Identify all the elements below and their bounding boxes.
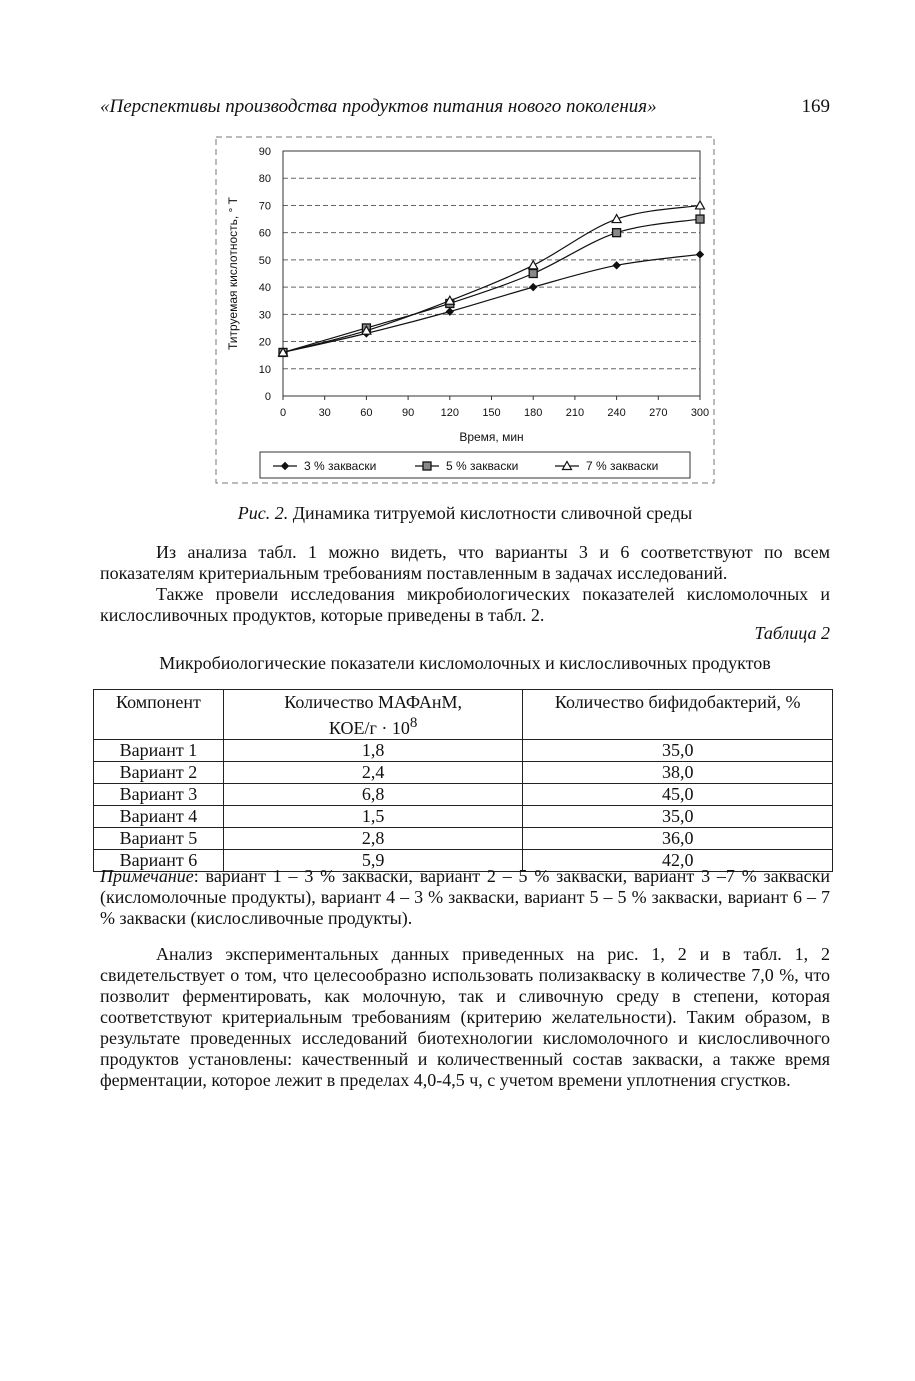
cell-mafanm: 5,9 <box>223 850 523 872</box>
figure-caption <box>100 503 830 524</box>
cell-mafanm: 1,8 <box>223 740 523 762</box>
y-tick-label: 20 <box>258 336 271 349</box>
paragraph-conclusion: Анализ экспериментальных данных приведенных на рис. 1, 2 и в табл. 1, 2 свидетельствует о том, что целесообразно использовать полизакваску в количестве 7,0 %, что позволит ферментировать, как молочную, так и сливочную среду в степени, которая соответствуют критериальным требованиям (критерию желательности). Таким образом, в результате проведенных исследований биотехнологии кисломолочного и кислосливочного продуктов установлены: качественный и количественный состав закваски, а также время ферментации, которое лежит в пределах 4,0-4,5 ч, с учетом времени уплотнения сгустков. <box>100 944 830 1090</box>
legend-marker-1 <box>282 463 289 470</box>
cell-bifido: 35,0 <box>523 806 833 828</box>
paragraph-analysis: Из анализа табл. 1 можно видеть, что варианты 3 и 6 соответствуют по всем показателям критериальным требованиям поставленным в задачах исследований. <box>100 542 830 583</box>
cell-bifido: 38,0 <box>523 762 833 784</box>
x-tick-label: 60 <box>360 407 373 419</box>
x-tick-label: 240 <box>607 407 626 419</box>
figure-caption-label: Рис. 2. <box>237 503 289 523</box>
plot-area <box>283 151 700 396</box>
table-title: Микробиологические показатели кисломолочных и кислосливочных продуктов <box>159 653 771 673</box>
table-header-row <box>94 690 833 740</box>
legend-marker-2 <box>423 462 431 470</box>
microbiology-table <box>93 689 833 872</box>
chart-canvas <box>215 136 715 486</box>
header-bifido: Количество бифидобактерий, % <box>523 690 833 740</box>
y-axis-title: Титруемая кислотность, ° Т <box>226 196 240 351</box>
journal-title: «Перспективы производства продуктов питания нового поколения» <box>100 96 657 117</box>
table-note <box>100 866 830 929</box>
table-label: Таблица 2 <box>754 623 830 643</box>
cell-component: Вариант 3 <box>94 784 224 806</box>
x-tick-label: 270 <box>649 407 668 419</box>
header-mafanm-exponent: 8 <box>409 715 418 731</box>
x-tick-label: 150 <box>482 407 501 419</box>
y-tick-label: 0 <box>264 391 271 403</box>
table-note-text: : вариант 1 – 3 % закваски, вариант 2 – 5 % закваски, вариант 3 –7 % закваски (кисломолочные продукты), вариант 4 – 3 % закваски, вариант 5 – 5 % закваски, вариант 6 – 7 % закваски (кислосливочные продукты). <box>100 866 830 928</box>
cell-bifido: 45,0 <box>523 784 833 806</box>
table-row <box>94 806 833 828</box>
x-tick-label: 90 <box>401 407 415 419</box>
header-mafanm-line2: КОЕ/г · 10 <box>328 718 410 738</box>
y-tick-label: 50 <box>258 254 271 267</box>
x-tick-label: 30 <box>318 407 331 419</box>
x-axis-title: Время, мин <box>459 430 524 444</box>
table-row <box>94 784 833 806</box>
legend-label: 3 % закваски <box>304 459 377 473</box>
y-tick-label: 90 <box>258 146 271 158</box>
legend-label: 5 % закваски <box>446 459 519 473</box>
table-row <box>94 828 833 850</box>
cell-bifido: 35,0 <box>523 740 833 762</box>
x-tick-label: 0 <box>279 407 287 419</box>
y-tick-label: 70 <box>258 200 271 213</box>
cell-bifido: 42,0 <box>523 850 833 872</box>
series-1-point <box>530 284 537 291</box>
x-tick-label: 180 <box>524 407 543 419</box>
cell-mafanm: 2,8 <box>223 828 523 850</box>
series-1-point <box>697 251 704 258</box>
y-tick-label: 40 <box>258 282 271 295</box>
cell-bifido: 36,0 <box>523 828 833 850</box>
series-line-1 <box>283 254 700 352</box>
series-2-point <box>613 229 621 237</box>
series-1-point <box>613 262 620 269</box>
cell-component: Вариант 2 <box>94 762 224 784</box>
running-header <box>100 96 830 120</box>
table-note-label: Примечание <box>100 866 194 886</box>
cell-component: Вариант 4 <box>94 806 224 828</box>
series-line-2 <box>283 219 700 352</box>
cell-component: Вариант 5 <box>94 828 224 850</box>
header-component: Компонент <box>94 690 224 740</box>
header-mafanm-line1: Количество МАФАнМ, <box>284 692 463 712</box>
cell-mafanm: 1,5 <box>223 806 523 828</box>
y-tick-label: 80 <box>258 173 271 186</box>
y-tick-label: 10 <box>258 363 271 376</box>
legend-label: 7 % закваски <box>586 459 659 473</box>
table-row <box>94 740 833 762</box>
table-row <box>94 762 833 784</box>
cell-component: Вариант 6 <box>94 850 224 872</box>
paragraph-microbiology: Также провели исследования микробиологических показателей кисломолочных и кислосливочных продуктов, которые приведены в табл. 2. <box>100 584 830 625</box>
series-2-point <box>696 215 704 223</box>
cell-mafanm: 2,4 <box>223 762 523 784</box>
y-tick-label: 30 <box>258 309 271 322</box>
x-tick-label: 120 <box>440 407 459 419</box>
series-2-point <box>529 270 537 278</box>
header-mafanm <box>223 690 523 740</box>
series-3-point <box>529 261 538 269</box>
x-tick-label: 210 <box>565 407 585 419</box>
cell-component: Вариант 1 <box>94 740 224 762</box>
page-number: 169 <box>801 96 830 117</box>
x-tick-label: 300 <box>690 407 710 419</box>
acidity-chart <box>215 136 715 486</box>
cell-mafanm: 6,8 <box>223 784 523 806</box>
series-3-point <box>696 201 705 209</box>
figure-caption-text: Динамика титруемой кислотности сливочной среды <box>288 503 693 523</box>
y-tick-label: 60 <box>258 227 271 240</box>
